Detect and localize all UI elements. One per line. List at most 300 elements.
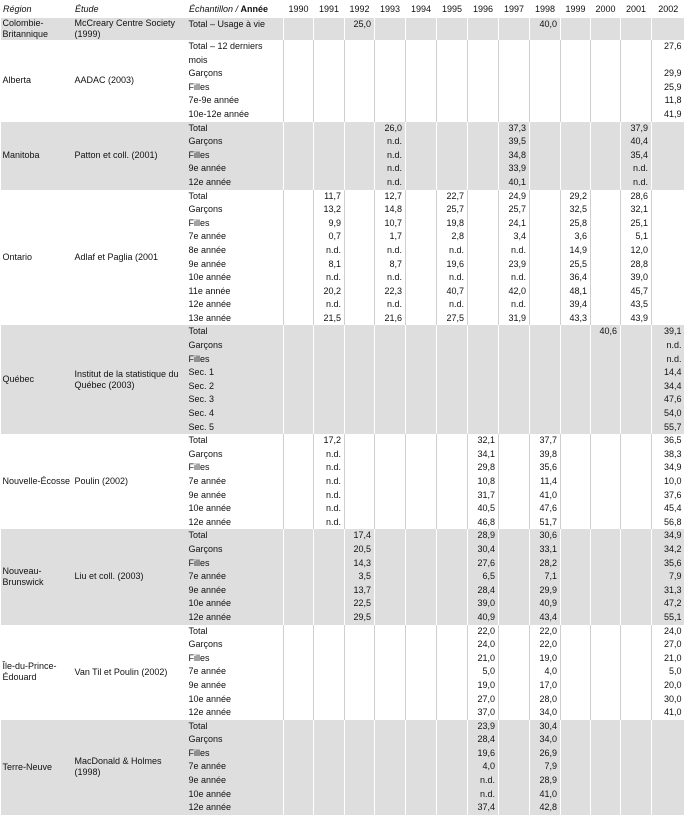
- value-cell: [314, 353, 345, 367]
- value-cell: [314, 162, 345, 176]
- value-cell: [345, 774, 375, 788]
- value-cell: [284, 706, 314, 720]
- value-cell: [652, 271, 684, 285]
- value-cell: [621, 801, 652, 815]
- value-cell: [437, 774, 468, 788]
- value-cell: [375, 801, 406, 815]
- value-cell: [591, 393, 621, 407]
- value-cell: [314, 774, 345, 788]
- value-cell: [314, 557, 345, 571]
- value-cell: [652, 244, 684, 258]
- value-cell: [284, 774, 314, 788]
- value-cell: [284, 529, 314, 543]
- value-cell: [375, 693, 406, 707]
- value-cell: [314, 584, 345, 598]
- value-cell: [652, 760, 684, 774]
- value-cell: [621, 421, 652, 435]
- value-cell: [621, 94, 652, 108]
- sample-label-cell: Garçons: [187, 339, 284, 353]
- value-cell: n.d.: [652, 353, 684, 367]
- value-cell: [591, 230, 621, 244]
- sample-label-cell: Garçons: [188, 639, 223, 650]
- header-row: [1, 0, 684, 18]
- value-cell: [468, 149, 499, 163]
- value-cell: [591, 271, 621, 285]
- value-cell: [406, 285, 437, 299]
- value-cell: 25,7: [437, 203, 468, 217]
- value-cell: [561, 18, 591, 40]
- value-cell: [621, 380, 652, 394]
- value-cell: [591, 203, 621, 217]
- value-cell: [621, 339, 652, 353]
- sample-label-cell: 12e année: [187, 176, 284, 190]
- value-cell: [499, 584, 530, 598]
- value-cell: [284, 788, 314, 802]
- value-cell: [437, 489, 468, 503]
- value-cell: 45,7: [621, 285, 652, 299]
- value-cell: [530, 203, 561, 217]
- header-year: 2002: [652, 0, 684, 18]
- value-cell: [499, 393, 530, 407]
- value-cell: [621, 407, 652, 421]
- value-cell: [468, 122, 499, 136]
- value-cell: [345, 801, 375, 815]
- table-row: [1, 18, 684, 40]
- value-cell: 27,0: [652, 638, 684, 652]
- value-cell: [437, 421, 468, 435]
- sample-label-cell: 10e-12e année: [188, 108, 250, 119]
- value-cell: 11,7: [314, 190, 345, 204]
- value-cell: [591, 774, 621, 788]
- value-cell: 35,6: [652, 557, 684, 571]
- value-cell: [314, 720, 345, 734]
- value-cell: [499, 502, 530, 516]
- value-cell: [591, 597, 621, 611]
- sample-label-cell: 9e année: [188, 679, 227, 690]
- sample-label-cell: 12e année: [188, 299, 232, 310]
- value-cell: [561, 584, 591, 598]
- value-cell: [621, 40, 652, 67]
- value-cell: n.d.: [314, 448, 345, 462]
- value-cell: [375, 325, 406, 339]
- value-cell: n.d.: [652, 339, 684, 353]
- value-cell: 4,0: [530, 665, 561, 679]
- value-cell: [406, 570, 437, 584]
- value-cell: [284, 312, 314, 326]
- sample-label-cell: 9e année: [187, 584, 284, 598]
- value-cell: 40,0: [530, 18, 561, 40]
- value-cell: 6,5: [468, 570, 499, 584]
- value-cell: [652, 747, 684, 761]
- value-cell: [375, 760, 406, 774]
- value-cell: [375, 665, 406, 679]
- value-cell: [499, 801, 530, 815]
- value-cell: [621, 393, 652, 407]
- value-cell: [530, 217, 561, 231]
- value-cell: [591, 652, 621, 666]
- value-cell: [375, 502, 406, 516]
- value-cell: 31,7: [468, 489, 499, 503]
- header-sample-prefix: Échantillon /: [189, 3, 241, 14]
- value-cell: 5,1: [621, 230, 652, 244]
- value-cell: [591, 353, 621, 367]
- value-cell: [561, 693, 591, 707]
- value-cell: 30,4: [530, 720, 561, 734]
- value-cell: n.d.: [314, 298, 345, 312]
- table-row: [1, 190, 684, 204]
- value-cell: [284, 489, 314, 503]
- value-cell: [499, 94, 530, 108]
- value-cell: [314, 94, 345, 108]
- value-cell: 39,8: [530, 448, 561, 462]
- value-cell: [284, 747, 314, 761]
- sample-label-cell: 9e année: [187, 774, 284, 788]
- value-cell: 41,9: [652, 108, 684, 122]
- value-cell: 29,9: [652, 67, 684, 81]
- value-cell: 22,3: [375, 285, 406, 299]
- value-cell: [437, 407, 468, 421]
- value-cell: [591, 366, 621, 380]
- value-cell: [621, 475, 652, 489]
- sample-label-cell: Sec. 5: [187, 421, 284, 435]
- value-cell: [652, 733, 684, 747]
- value-cell: [314, 18, 345, 40]
- header-year: 1998: [530, 0, 561, 18]
- value-cell: [621, 679, 652, 693]
- value-cell: [591, 611, 621, 625]
- value-cell: [561, 597, 591, 611]
- value-cell: [284, 720, 314, 734]
- value-cell: 28,4: [468, 733, 499, 747]
- value-cell: 55,7: [652, 421, 684, 435]
- value-cell: [561, 366, 591, 380]
- value-cell: 17,4: [345, 529, 375, 543]
- value-cell: [375, 557, 406, 571]
- value-cell: n.d.: [314, 516, 345, 530]
- value-cell: 27,0: [468, 693, 499, 707]
- value-cell: [652, 18, 684, 40]
- value-cell: 25,5: [561, 258, 591, 272]
- sample-label-cell: Garçons: [188, 68, 223, 79]
- value-cell: 31,3: [652, 584, 684, 598]
- value-cell: 34,8: [499, 149, 530, 163]
- value-cell: 30,4: [468, 543, 499, 557]
- value-cell: [468, 94, 499, 108]
- value-cell: [406, 584, 437, 598]
- value-cell: [591, 665, 621, 679]
- value-cell: [284, 448, 314, 462]
- value-cell: [468, 271, 499, 285]
- value-cell: [499, 665, 530, 679]
- sample-label-cell: 9e année: [188, 489, 227, 500]
- value-cell: [406, 149, 437, 163]
- value-cell: [621, 693, 652, 707]
- value-cell: 3,4: [499, 230, 530, 244]
- study-cell: Liu et coll. (2003): [73, 529, 187, 624]
- sample-label-cell: Total: [188, 190, 208, 201]
- sample-label-cell: Filles: [187, 747, 284, 761]
- value-cell: [652, 720, 684, 734]
- value-cell: [345, 434, 375, 448]
- value-cell: [345, 788, 375, 802]
- study-cell: McCreary Centre Society (1999): [73, 18, 187, 40]
- value-cell: 21,0: [468, 652, 499, 666]
- value-cell: [345, 461, 375, 475]
- value-cell: [406, 339, 437, 353]
- value-cell: [437, 325, 468, 339]
- value-cell: [591, 135, 621, 149]
- value-cell: n.d.: [621, 162, 652, 176]
- value-cell: 32,5: [561, 203, 591, 217]
- value-cell: [499, 18, 530, 40]
- study-cell: Patton et coll. (2001): [73, 122, 187, 190]
- value-cell: [591, 557, 621, 571]
- value-cell: 7,9: [530, 760, 561, 774]
- value-cell: [591, 162, 621, 176]
- sample-label-cell: 12e année: [188, 707, 232, 718]
- value-cell: [375, 108, 406, 122]
- value-cell: [591, 217, 621, 231]
- value-cell: [437, 162, 468, 176]
- value-cell: [652, 258, 684, 272]
- value-cell: [591, 733, 621, 747]
- value-cell: 28,6: [621, 190, 652, 204]
- sample-label-cell: 8e année: [188, 244, 227, 255]
- value-cell: [284, 801, 314, 815]
- value-cell: n.d.: [314, 271, 345, 285]
- value-cell: [437, 108, 468, 122]
- value-cell: [591, 258, 621, 272]
- value-cell: [375, 652, 406, 666]
- value-cell: [499, 461, 530, 475]
- value-cell: 17,0: [530, 679, 561, 693]
- value-cell: [314, 611, 345, 625]
- value-cell: [468, 244, 499, 258]
- value-cell: 24,0: [652, 625, 684, 639]
- value-cell: [314, 393, 345, 407]
- value-cell: [284, 149, 314, 163]
- value-cell: 37,3: [499, 122, 530, 136]
- value-cell: [437, 584, 468, 598]
- value-cell: [621, 557, 652, 571]
- region-group: [1, 625, 684, 720]
- value-cell: [561, 448, 591, 462]
- value-cell: [284, 122, 314, 136]
- value-cell: [591, 461, 621, 475]
- region-cell: Terre-Neuve: [1, 720, 73, 815]
- value-cell: [561, 176, 591, 190]
- value-cell: 48,1: [561, 285, 591, 299]
- value-cell: [561, 747, 591, 761]
- value-cell: 28,9: [468, 529, 499, 543]
- value-cell: 32,1: [468, 434, 499, 448]
- value-cell: [437, 665, 468, 679]
- value-cell: [621, 502, 652, 516]
- value-cell: 43,9: [621, 312, 652, 326]
- value-cell: 5,0: [652, 665, 684, 679]
- value-cell: [591, 244, 621, 258]
- value-cell: [406, 407, 437, 421]
- value-cell: [530, 162, 561, 176]
- value-cell: [621, 570, 652, 584]
- value-cell: [345, 67, 375, 81]
- value-cell: [621, 461, 652, 475]
- value-cell: [530, 244, 561, 258]
- value-cell: [621, 611, 652, 625]
- value-cell: [284, 325, 314, 339]
- value-cell: [345, 693, 375, 707]
- value-cell: 34,0: [530, 706, 561, 720]
- sample-label-cell: 7e année: [187, 570, 284, 584]
- value-cell: n.d.: [437, 271, 468, 285]
- value-cell: [468, 135, 499, 149]
- value-cell: 39,5: [499, 135, 530, 149]
- value-cell: [345, 366, 375, 380]
- value-cell: 41,0: [652, 706, 684, 720]
- value-cell: [621, 18, 652, 40]
- value-cell: 45,4: [652, 502, 684, 516]
- value-cell: [375, 407, 406, 421]
- sample-label-cell: Filles: [188, 81, 210, 92]
- value-cell: [621, 774, 652, 788]
- value-cell: [530, 393, 561, 407]
- value-cell: 25,9: [652, 81, 684, 95]
- value-cell: n.d.: [314, 489, 345, 503]
- value-cell: [375, 393, 406, 407]
- value-cell: [406, 679, 437, 693]
- value-cell: [468, 217, 499, 231]
- value-cell: [499, 516, 530, 530]
- value-cell: [314, 679, 345, 693]
- value-cell: [499, 529, 530, 543]
- value-cell: 34,9: [652, 461, 684, 475]
- value-cell: [530, 67, 561, 81]
- value-cell: 46,8: [468, 516, 499, 530]
- value-cell: [591, 407, 621, 421]
- value-cell: [499, 652, 530, 666]
- sample-label-cell: Total: [187, 122, 284, 136]
- value-cell: [499, 733, 530, 747]
- value-cell: [345, 502, 375, 516]
- value-cell: [652, 135, 684, 149]
- sample-label-cell: Garçons: [187, 543, 284, 557]
- value-cell: n.d.: [375, 176, 406, 190]
- value-cell: 25,7: [499, 203, 530, 217]
- table-row: [1, 720, 684, 734]
- value-cell: [652, 162, 684, 176]
- value-cell: 14,9: [561, 244, 591, 258]
- region-cell: Québec: [1, 325, 73, 434]
- value-cell: 26,9: [530, 747, 561, 761]
- value-cell: 33,1: [530, 543, 561, 557]
- value-cell: [345, 475, 375, 489]
- sample-label-cell: Filles: [187, 557, 284, 571]
- value-cell: [375, 421, 406, 435]
- value-cell: [406, 380, 437, 394]
- value-cell: 25,0: [345, 18, 375, 40]
- value-cell: [406, 217, 437, 231]
- value-cell: [406, 393, 437, 407]
- value-cell: [314, 529, 345, 543]
- value-cell: 36,4: [561, 271, 591, 285]
- value-cell: 42,8: [530, 801, 561, 815]
- value-cell: 20,0: [652, 679, 684, 693]
- value-cell: [314, 665, 345, 679]
- value-cell: [314, 543, 345, 557]
- value-cell: [375, 543, 406, 557]
- value-cell: 12,7: [375, 190, 406, 204]
- value-cell: 10,0: [652, 475, 684, 489]
- value-cell: [652, 788, 684, 802]
- value-cell: [530, 407, 561, 421]
- value-cell: [406, 652, 437, 666]
- header-sample: [187, 0, 284, 18]
- value-cell: [621, 625, 652, 639]
- value-cell: [314, 81, 345, 95]
- value-cell: [591, 693, 621, 707]
- value-cell: [437, 448, 468, 462]
- value-cell: [437, 516, 468, 530]
- sample-label-cell: Garçons: [188, 448, 223, 459]
- value-cell: [375, 81, 406, 95]
- value-cell: [437, 557, 468, 571]
- value-cell: 47,2: [652, 597, 684, 611]
- value-cell: [530, 40, 561, 67]
- value-cell: 14,3: [345, 557, 375, 571]
- value-cell: [375, 529, 406, 543]
- value-cell: [499, 67, 530, 81]
- value-cell: 30,6: [530, 529, 561, 543]
- value-cell: [652, 176, 684, 190]
- sample-label-cell: 7e année: [187, 760, 284, 774]
- value-cell: [345, 258, 375, 272]
- value-cell: [314, 570, 345, 584]
- value-cell: [345, 162, 375, 176]
- value-cell: [591, 584, 621, 598]
- value-cell: [314, 733, 345, 747]
- value-cell: [499, 625, 530, 639]
- value-cell: [591, 380, 621, 394]
- sample-label-cell: Total – 12 derniers mois: [188, 41, 263, 65]
- value-cell: [499, 679, 530, 693]
- value-cell: [652, 122, 684, 136]
- value-cell: [437, 176, 468, 190]
- value-cell: 29,2: [561, 190, 591, 204]
- region-group: [1, 720, 684, 815]
- value-cell: [284, 516, 314, 530]
- value-cell: 3,5: [345, 570, 375, 584]
- value-cell: [345, 747, 375, 761]
- value-cell: [375, 788, 406, 802]
- value-cell: [345, 760, 375, 774]
- value-cell: n.d.: [375, 244, 406, 258]
- value-cell: [375, 18, 406, 40]
- value-cell: 34,4: [652, 380, 684, 394]
- value-cell: [314, 706, 345, 720]
- value-cell: [561, 434, 591, 448]
- value-cell: [530, 353, 561, 367]
- value-cell: 7,9: [652, 570, 684, 584]
- sample-label-cell: Total: [187, 720, 284, 734]
- value-cell: 32,1: [621, 203, 652, 217]
- value-cell: 40,6: [591, 325, 621, 339]
- value-cell: [621, 584, 652, 598]
- value-cell: [530, 108, 561, 122]
- value-cell: [437, 40, 468, 67]
- header-year: 1995: [437, 0, 468, 18]
- value-cell: [406, 230, 437, 244]
- value-cell: 11,4: [530, 475, 561, 489]
